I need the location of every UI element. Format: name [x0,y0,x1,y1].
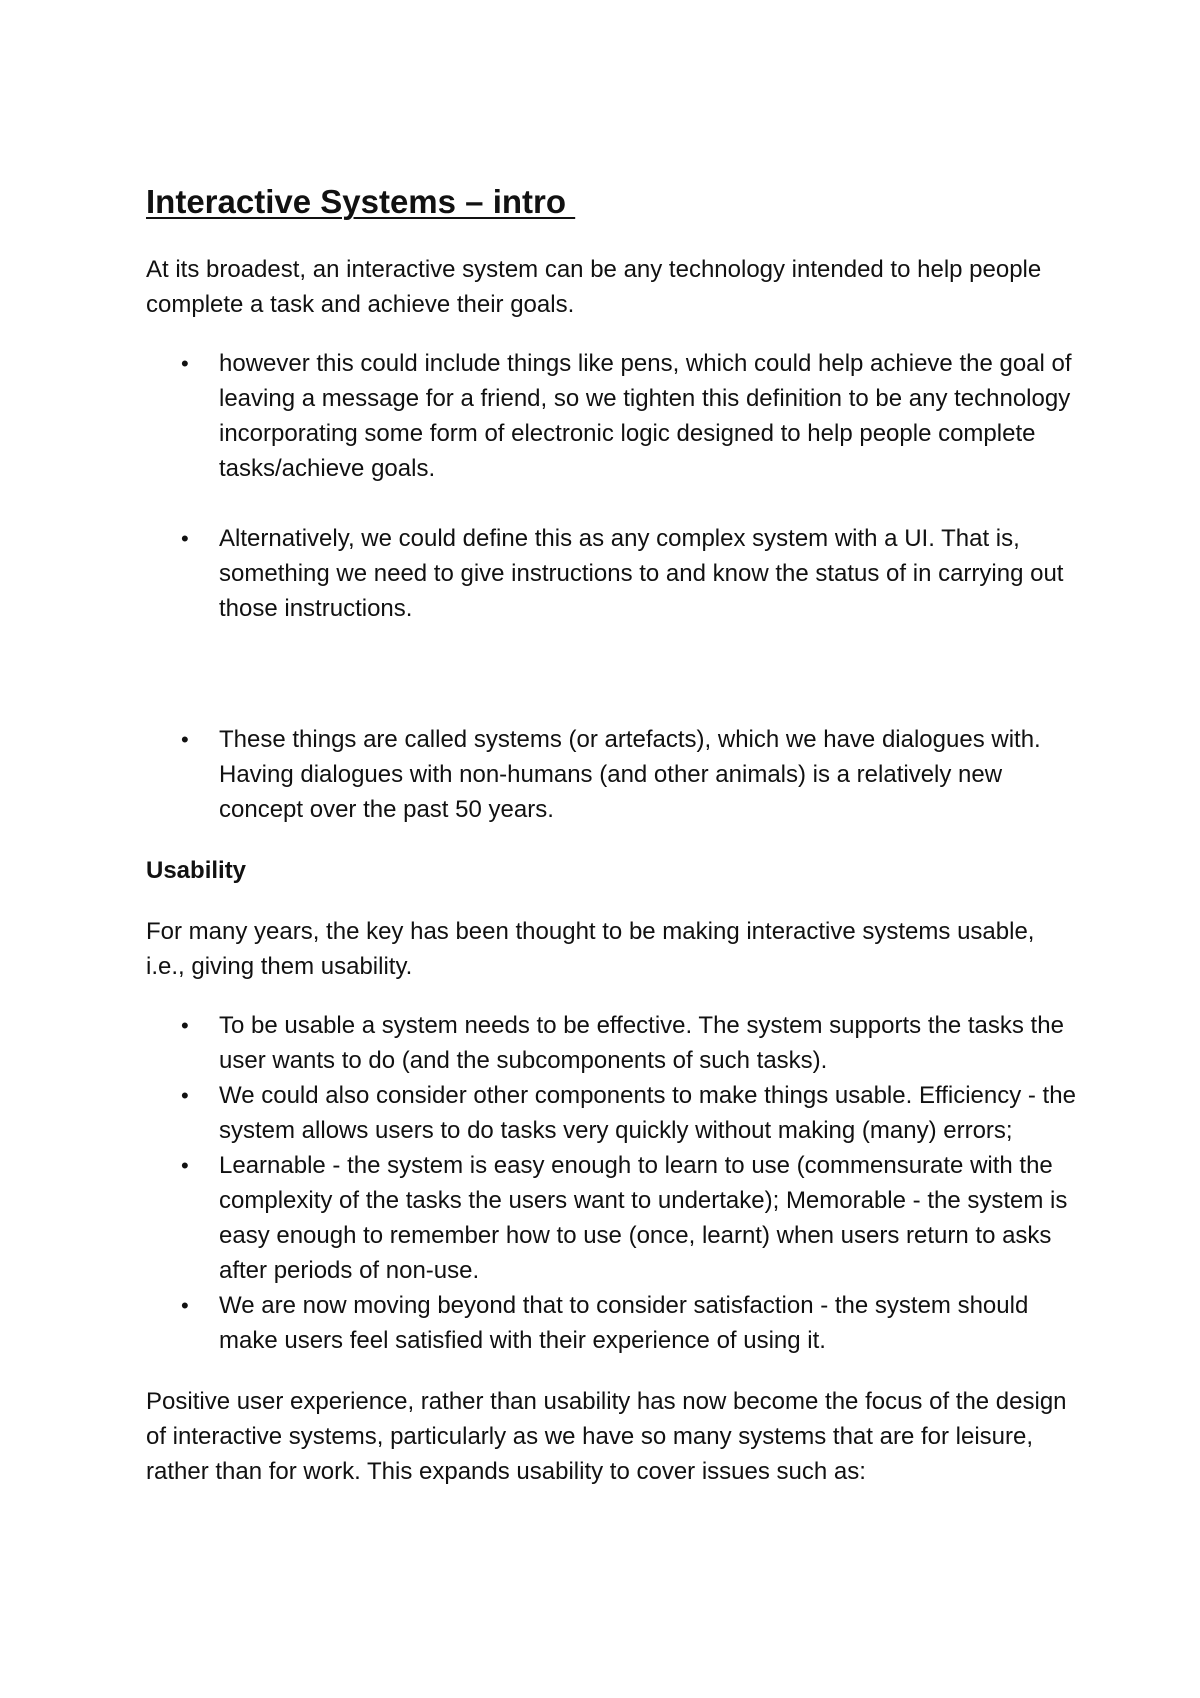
list-item-text: however this could include things like pens, which could help achieve the goal of leaving a message for a friend, so we tighten this definition to be any technology incorporating some form of electronic logic designed to help people complete tasks/achieve goals. [219,350,1072,482]
list-item-text: We are now moving beyond that to consider satisfaction - the system should make users feel satisfied with their experience of using it. [219,1292,1029,1354]
bullet-icon: • [181,1083,189,1108]
list-item [146,1008,1076,1078]
list-item-text: We could also consider other components to make things usable. Efficiency - the system allows users to do tasks very quickly without making (many) errors; [219,1082,1076,1144]
list-item [146,521,1076,626]
intro-paragraph: At its broadest, an interactive system can be any technology intended to help people complete a task and achieve their goals. [146,256,1042,318]
usability-heading: Usability [146,857,247,884]
bullet-icon: • [181,727,189,752]
list-item [146,1288,1076,1358]
bullet-icon: • [181,351,189,376]
usability-intro-paragraph: For many years, the key has been thought to be making interactive systems usable, i.e., giving them usability. [146,918,1035,980]
bullet-icon: • [181,526,189,551]
usability-bullet-list [146,1008,1076,1358]
bullet-icon: • [181,1013,189,1038]
bullet-icon: • [181,1293,189,1318]
closing-paragraph: Positive user experience, rather than usability has now become the focus of the design of interactive systems, particularly as we have so many systems that are for leisure, rather than for work. This expands usability to cover issues such as: [146,1388,1067,1485]
list-item-text: Learnable - the system is easy enough to learn to use (commensurate with the complexity of the tasks the users want to undertake); Memorable - the system is easy enough to remember how to use (once, learnt) when users return to asks after periods of non-use. [219,1152,1068,1284]
list-item-text: These things are called systems (or artefacts), which we have dialogues with. Having dialogues with non-humans (and other animals) is a relatively new concept over the past 50 years. [219,726,1041,823]
list-item-text: To be usable a system needs to be effective. The system supports the tasks the user wants to do (and the subcomponents of such tasks). [219,1012,1064,1074]
document-page [146,178,1076,1489]
document-title: Interactive Systems – intro [146,183,576,220]
definition-bullet-list [146,346,1076,827]
list-item-text: Alternatively, we could define this as any complex system with a UI. That is, something we need to give instructions to and know the status of in carrying out those instructions. [219,525,1064,622]
list-item [146,722,1076,827]
list-item [146,346,1076,486]
list-item [146,1078,1076,1148]
bullet-icon: • [181,1153,189,1178]
list-item [146,1148,1076,1288]
